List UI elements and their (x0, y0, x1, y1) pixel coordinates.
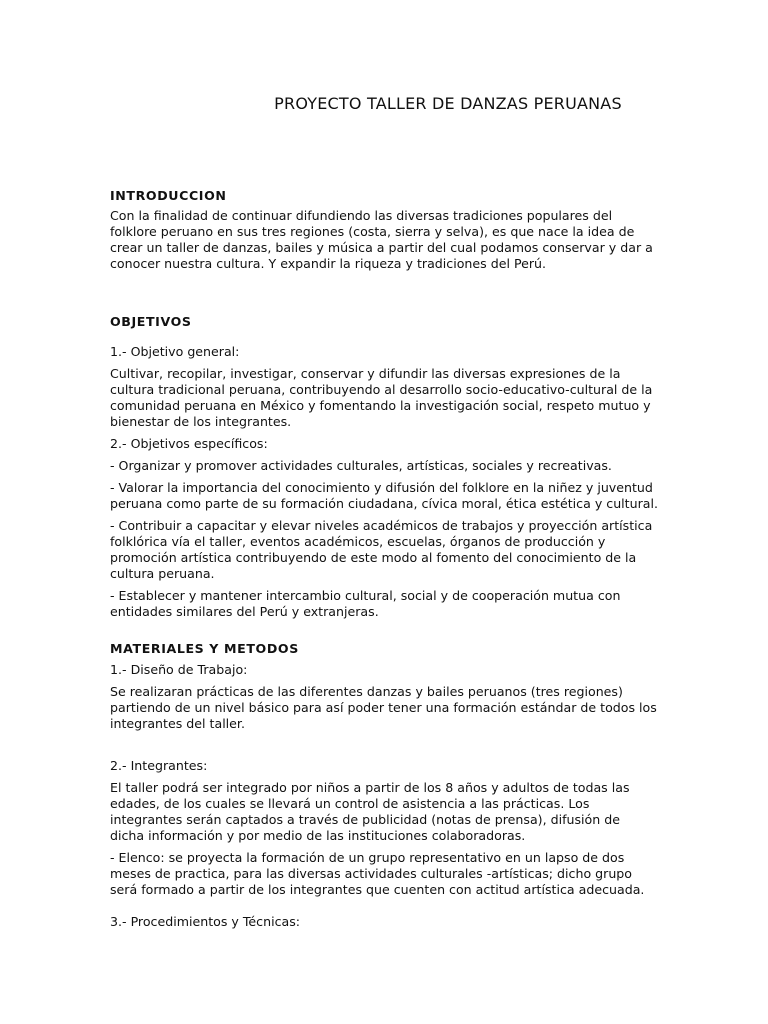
objetivo-item: - Valorar la importancia del conocimiento y difusión del folklore en la niñez y juventud peruana como parte de su formación ciudadana, cívica moral, ética estética y cultural. (110, 480, 659, 511)
procedimientos-label: 3.- Procedimientos y Técnicas: (110, 914, 301, 929)
objetivo-item: - Organizar y promover actividades culturales, artísticas, sociales y recreativas. (110, 458, 612, 473)
diseno-label: 1.- Diseño de Trabajo: (110, 662, 248, 677)
intro-paragraph: Con la finalidad de continuar difundiendo las diversas tradiciones populares del folklore peruano en sus tres regiones (costa, sierra y selva), es que nace la idea de crear un taller de danzas, bailes y música a partir del cual podamos conservar y dar a conocer nuestra cultura. Y expandir la riqueza y tradiciones del Perú. (110, 208, 653, 271)
integrantes-label: 2.- Integrantes: (110, 758, 208, 773)
objetivo-item: - Contribuir a capacitar y elevar niveles académicos de trabajos y proyección artística folklórica vía el taller, eventos académicos, escuelas, órganos de producción y promoción artística contribuyendo de este modo al fomento del conocimiento de la cultura peruana. (110, 518, 653, 581)
objetivo-item: - Establecer y mantener intercambio cultural, social y de cooperación mutua con entidades similares del Perú y extranjeras. (110, 588, 621, 619)
integrantes-text: El taller podrá ser integrado por niños a partir de los 8 años y adultos de todas las edades, de los cuales se llevará un control de asistencia a las prácticas. Los integrantes serán captados a través de publicidad (notas de prensa), difusión de dicha información y por medio de las instituciones colaboradoras. (110, 780, 630, 843)
heading-materiales: MATERIALES Y METODOS (110, 641, 299, 656)
elenco-text: - Elenco: se proyecta la formación de un grupo representativo en un lapso de dos meses de practica, para las diversas actividades culturales -artísticas; dicho grupo será formado a partir de los integrantes que cuenten con actitud artística adecuada. (110, 850, 645, 897)
heading-objetivos: OBJETIVOS (110, 314, 192, 329)
document-title: PROYECTO TALLER DE DANZAS PERUANAS (274, 94, 622, 113)
heading-introduccion: INTRODUCCION (110, 188, 227, 203)
document-body (110, 188, 658, 930)
objetivo-general-text: Cultivar, recopilar, investigar, conservar y difundir las diversas expresiones de la cultura tradicional peruana, contribuyendo al desarrollo socio-educativo-cultural de la comunidad peruana en México y fomentando la investigación social, respeto mutuo y bienestar de los integrantes. (110, 366, 653, 429)
objetivo-general-label: 1.- Objetivo general: (110, 344, 240, 359)
objetivos-especificos-label: 2.- Objetivos específicos: (110, 436, 268, 451)
diseno-text: Se realizaran prácticas de las diferentes danzas y bailes peruanos (tres regiones) partiendo de un nivel básico para así poder tener una formación estándar de todos los integrantes del taller. (110, 684, 657, 731)
